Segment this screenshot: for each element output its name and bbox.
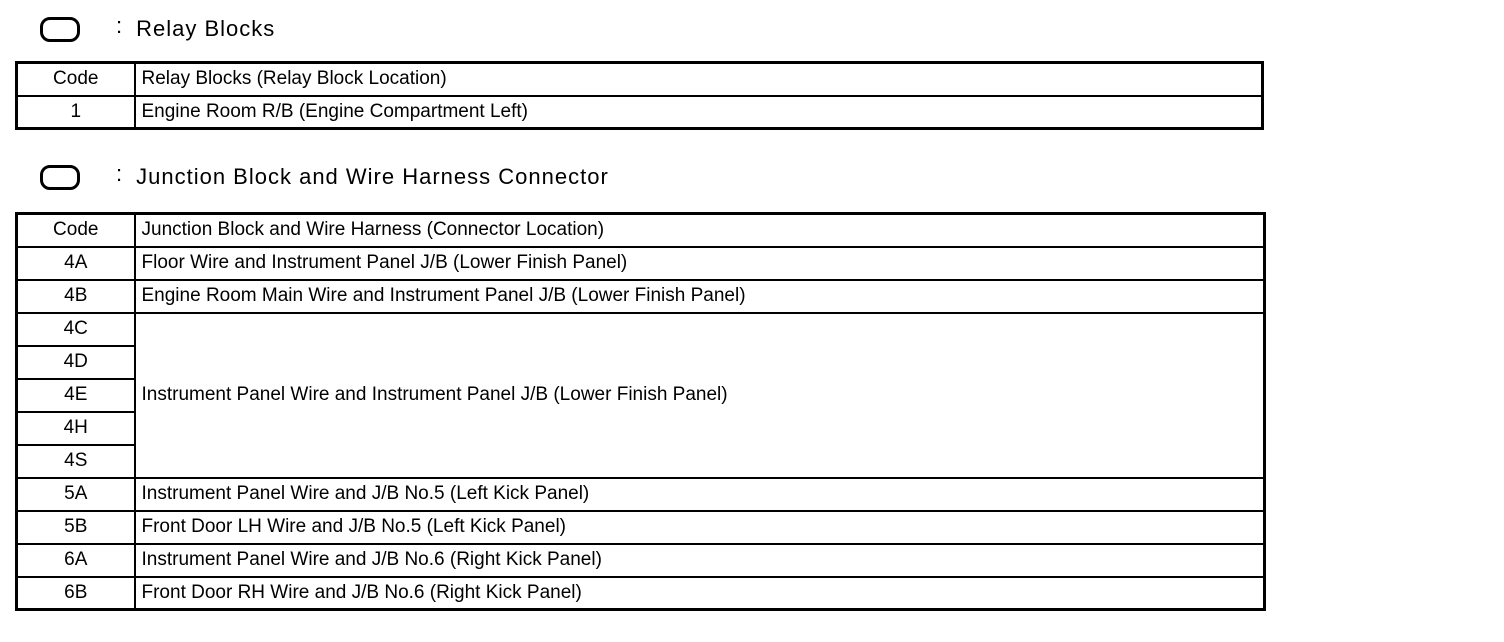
description-cell: Front Door RH Wire and J/B No.6 (Right Kick Panel) xyxy=(135,577,1265,610)
junction-block-title: Junction Block and Wire Harness Connector xyxy=(136,164,609,189)
table-row xyxy=(17,577,1265,610)
code-cell: 5B xyxy=(17,511,135,544)
junction-block-heading xyxy=(40,161,609,190)
description-cell: Instrument Panel Wire and Instrument Panel J/B (Lower Finish Panel) xyxy=(135,313,1265,478)
code-cell: 1 xyxy=(17,96,135,129)
relay-blocks-heading xyxy=(40,13,276,42)
junction-block-table xyxy=(15,212,1266,611)
code-cell: 4S xyxy=(17,445,135,478)
code-cell: 4A xyxy=(17,247,135,280)
table-row xyxy=(17,544,1265,577)
description-cell: Floor Wire and Instrument Panel J/B (Lower Finish Panel) xyxy=(135,247,1265,280)
relay-blocks-title: Relay Blocks xyxy=(136,16,276,41)
table-row xyxy=(17,96,1263,129)
code-cell: 4D xyxy=(17,346,135,379)
heading-colon: : xyxy=(116,161,123,186)
description-cell: Engine Room Main Wire and Instrument Panel J/B (Lower Finish Panel) xyxy=(135,280,1265,313)
table-row xyxy=(17,313,1265,346)
rounded-rectangle-symbol-icon xyxy=(40,165,80,190)
code-header: Code xyxy=(17,214,135,247)
table-row xyxy=(17,478,1265,511)
description-header: Junction Block and Wire Harness (Connector Location) xyxy=(135,214,1265,247)
table-header-row xyxy=(17,214,1265,247)
code-header: Code xyxy=(17,63,135,96)
code-cell: 6A xyxy=(17,544,135,577)
description-cell: Engine Room R/B (Engine Compartment Left) xyxy=(135,96,1263,129)
heading-colon: : xyxy=(116,13,123,38)
code-cell: 4C xyxy=(17,313,135,346)
code-cell: 4B xyxy=(17,280,135,313)
table-header-row xyxy=(17,63,1263,96)
code-cell: 6B xyxy=(17,577,135,610)
code-cell: 4H xyxy=(17,412,135,445)
description-header: Relay Blocks (Relay Block Location) xyxy=(135,63,1263,96)
table-row xyxy=(17,247,1265,280)
code-cell: 4E xyxy=(17,379,135,412)
description-cell: Instrument Panel Wire and J/B No.5 (Left Kick Panel) xyxy=(135,478,1265,511)
relay-blocks-table xyxy=(15,61,1264,130)
table-row xyxy=(17,280,1265,313)
description-cell: Instrument Panel Wire and J/B No.6 (Right Kick Panel) xyxy=(135,544,1265,577)
table-row xyxy=(17,511,1265,544)
code-cell: 5A xyxy=(17,478,135,511)
description-cell: Front Door LH Wire and J/B No.5 (Left Kick Panel) xyxy=(135,511,1265,544)
rounded-rectangle-symbol-icon xyxy=(40,17,80,42)
